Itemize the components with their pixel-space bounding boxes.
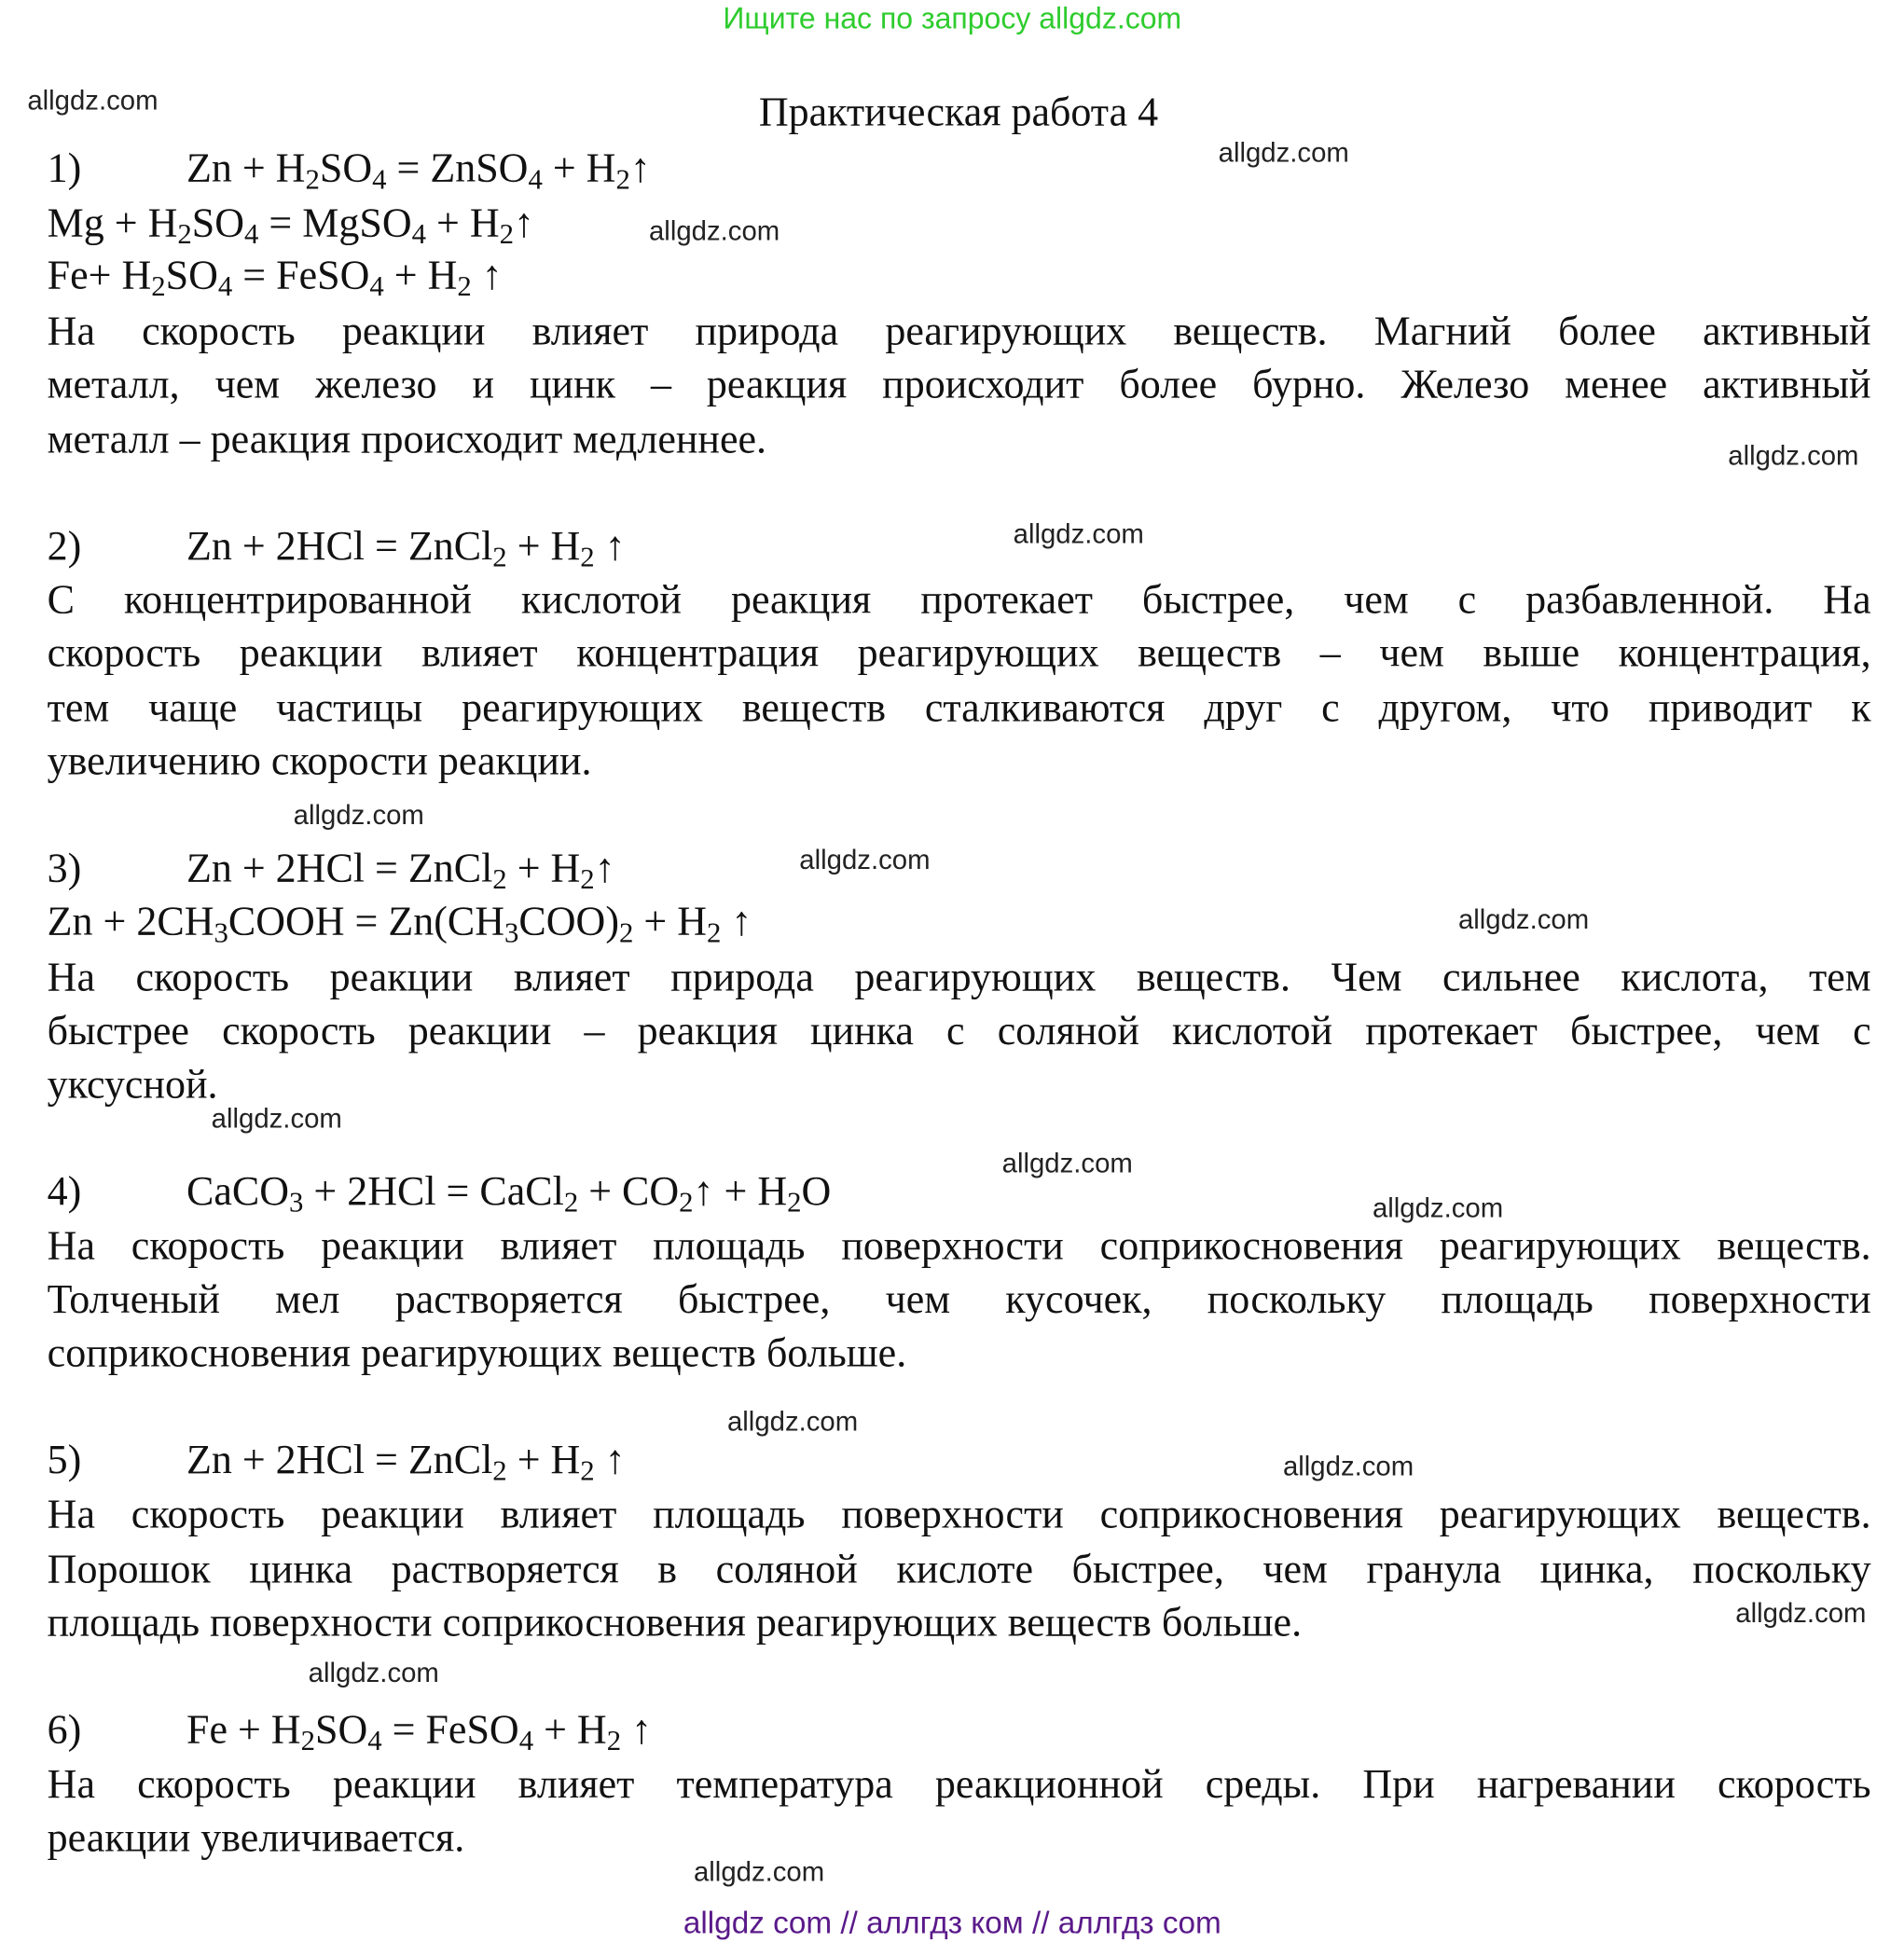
watermark-text: allgdz.com [1218, 136, 1349, 168]
paragraph-line: На скорость реакции влияет температура реакционной среды. При нагревании скорость [47, 1762, 1871, 1808]
watermark-text: allgdz.com [648, 214, 780, 246]
equation-line [48, 145, 1871, 194]
watermark-text: allgdz.com [308, 1657, 439, 1688]
paragraph-line: С концентрированной кислотой реакция протекает быстрее, чем с разбавленной. На [47, 577, 1871, 623]
watermark-text: allgdz.com [1372, 1191, 1504, 1223]
equation-line [48, 522, 1871, 572]
section-number: 5) [47, 1438, 82, 1483]
paragraph-line: тем чаще частицы реагирующих веществ сталкиваются друг с другом, что приводит к [47, 685, 1871, 731]
paragraph-line: площадь поверхности соприкосновения реагирующих веществ больше. [47, 1601, 1303, 1646]
paragraph-line: Толченый мел растворяется быстрее, чем кусочек, поскольку площадь поверхности [47, 1277, 1871, 1323]
chemical-equation: $Fe+ H_2SO_4$ = FeSO$_4$ + $H_2$ ↑ [47, 253, 503, 302]
paragraph-line: металл, чем железо и цинк – реакция происходит более бурно. Железо менее активный [47, 363, 1871, 408]
equation-line [48, 251, 1871, 300]
watermark-text: allgdz.com [1013, 517, 1144, 550]
paragraph-line: На скорость реакции влияет площадь поверхности соприкосновения реагирующих веществ. [47, 1493, 1871, 1538]
watermark-text: allgdz.com [726, 1405, 859, 1438]
paragraph-line: металл – реакция происходит медленнее. [47, 417, 767, 462]
watermark-text: allgdz.com [1282, 1450, 1414, 1482]
watermark-text: allgdz.com [1735, 1597, 1867, 1629]
section-number: 4) [47, 1169, 82, 1215]
equation-line [48, 898, 1871, 947]
section-number: 1) [47, 146, 82, 192]
section-number: 6) [47, 1707, 82, 1753]
watermark-text: allgdz.com [1457, 903, 1590, 935]
paragraph-line: скорость реакции влияет концентрация реагирующих веществ – чем выше концентрация, [47, 631, 1871, 677]
paragraph-line: увеличению скорости реакции. [47, 739, 592, 785]
paragraph-line: уксусной. [47, 1062, 218, 1108]
paragraph-line: быстрее скорость реакции – реакция цинка с соляной кислотой протекает быстрее, чем с [47, 1009, 1871, 1054]
paragraph-line: реакции увеличивается. [47, 1815, 465, 1861]
chemical-equation: Zn + 2HCl = ZnCl$_2$ + $H_2↑$ [186, 846, 615, 895]
watermark-text: allgdz.com [293, 799, 424, 831]
page-title: Практическая работа 4 [758, 90, 1159, 136]
chemical-equation: CaCO$_3$ + 2HCl = CaCl$_2$ + $CO_2↑ + H_2O$ [186, 1169, 832, 1219]
equation-line [48, 199, 1871, 248]
chemical-equation: $Zn + H_2SO_4$ = ZnSO$_4$ + $H_2↑$ [186, 146, 651, 196]
watermark-text: allgdz.com [27, 84, 159, 116]
section-number: 2) [47, 524, 82, 570]
chemical-equation: $Zn + 2CH_3COOH = Zn(CH_3COO)_2 + H_2$ ↑ [47, 900, 752, 948]
paragraph-line: соприкосновения реагирующих веществ больше. [47, 1330, 907, 1376]
chemical-equation: $Mg + H_2SO_4$ = MgSO$_4$ + $H_2↑$ [47, 200, 535, 250]
paragraph-line: На скорость реакции влияет площадь поверхности соприкосновения реагирующих веществ. [47, 1224, 1871, 1270]
watermark-text: allgdz.com [799, 844, 931, 875]
watermark-text: allgdz.com [1001, 1147, 1133, 1178]
watermark-text: allgdz.com [211, 1102, 342, 1134]
watermark-text: allgdz.com [693, 1855, 825, 1887]
chemical-equation: $Fe + H_2SO_4$ = FeSO$_4$ + $H_2$ ↑ [186, 1707, 653, 1756]
section-number: 3) [47, 846, 82, 891]
paragraph-line: На скорость реакции влияет природа реагирующих веществ. Магний более активный [47, 309, 1871, 354]
chemical-equation: Zn + 2HCl = ZnCl$_2$ + $H_2$ ↑ [186, 1438, 626, 1487]
paragraph-line: Порошок цинка растворяется в соляной кислоте быстрее, чем гранула цинка, поскольку [47, 1547, 1871, 1592]
watermark-text: allgdz.com [1728, 439, 1859, 472]
equation-line [48, 1436, 1871, 1485]
search-banner: Ищите нас по запросу allgdz.com [723, 2, 1182, 36]
footer-links: allgdz com // аллгдз ком // аллгдз com [683, 1905, 1221, 1941]
equation-line [48, 844, 1871, 893]
paragraph-line: На скорость реакции влияет природа реагирующих веществ. Чем сильнее кислота, тем [47, 956, 1871, 1001]
equation-line [48, 1705, 1871, 1755]
chemical-equation: Zn + 2HCl = ZnCl$_2$ + $H_2$ ↑ [186, 524, 626, 573]
equation-line [48, 1167, 1871, 1217]
